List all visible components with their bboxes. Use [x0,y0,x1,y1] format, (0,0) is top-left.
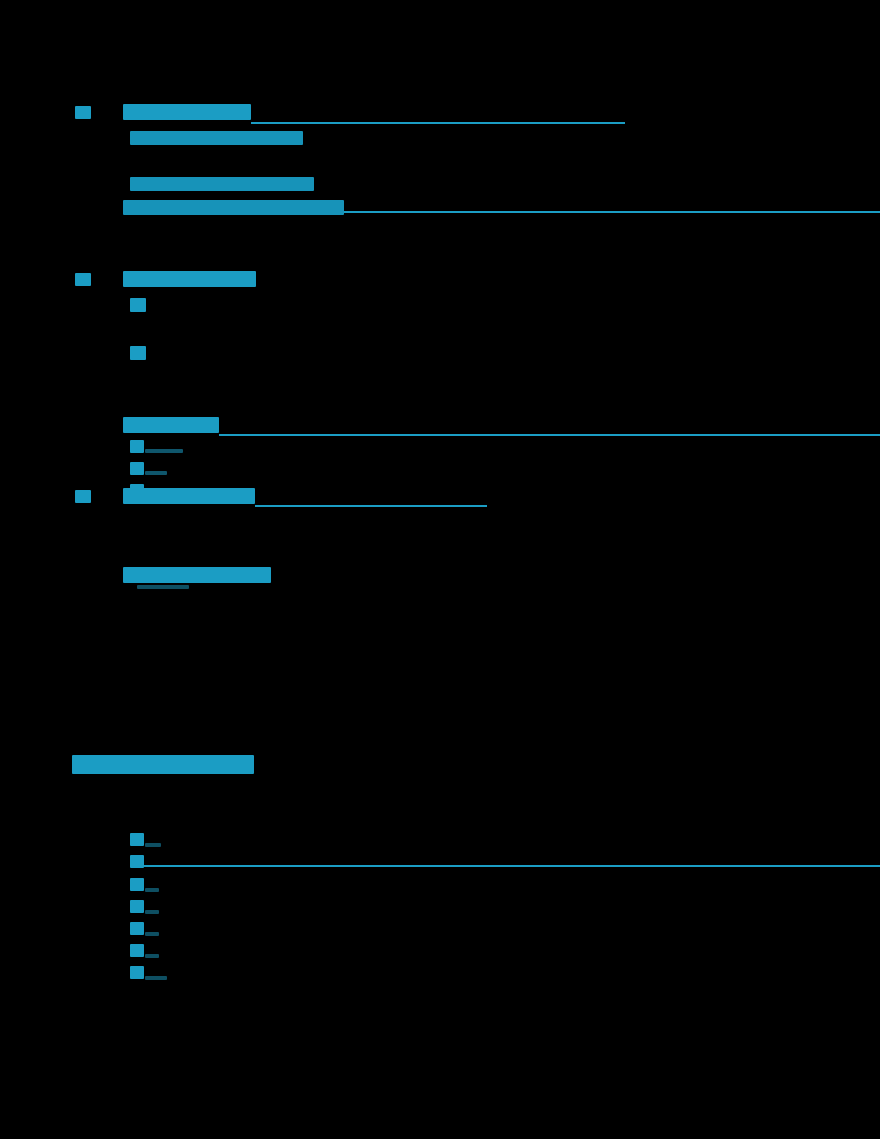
list-marker-3 [75,490,91,503]
item-standard-controls [130,131,303,145]
faint-mark-6 [145,888,159,892]
faint-mark-9 [145,954,159,958]
item-coverage-warranty [123,200,344,215]
faint-mark-5 [145,843,161,847]
list-marker-2 [75,273,91,286]
list-item-4 [130,900,144,913]
rule-4 [255,505,487,507]
faint-mark-7 [145,910,159,914]
list-item-3 [130,878,144,891]
faint-mark-1 [145,449,183,453]
faint-mark-2 [145,471,167,475]
item-schedule-b [130,462,144,475]
list-item-1 [130,833,144,846]
heading-schedules [123,417,219,433]
item-schedule-a [130,440,144,453]
rule-5 [144,865,880,867]
list-item-6 [130,944,144,957]
rule-1 [251,122,625,124]
list-item-2 [130,855,144,868]
item-optional-equipment [130,177,314,191]
item-pricing-a [130,298,146,312]
heading-pricing-options [123,271,256,287]
faint-mark-10 [145,976,167,980]
heading-configuration [123,104,251,120]
section-heading-schedule-of-rates [72,755,254,774]
rule-3 [219,434,880,436]
faint-mark-8 [145,932,159,936]
list-item-7 [130,966,144,979]
list-item-5 [130,922,144,935]
heading-applicable-fees [123,567,271,583]
rule-2 [344,211,880,213]
faint-mark-4 [137,585,189,589]
heading-payment-terms [123,488,255,504]
list-marker-1 [75,106,91,119]
item-pricing-b [130,346,146,360]
